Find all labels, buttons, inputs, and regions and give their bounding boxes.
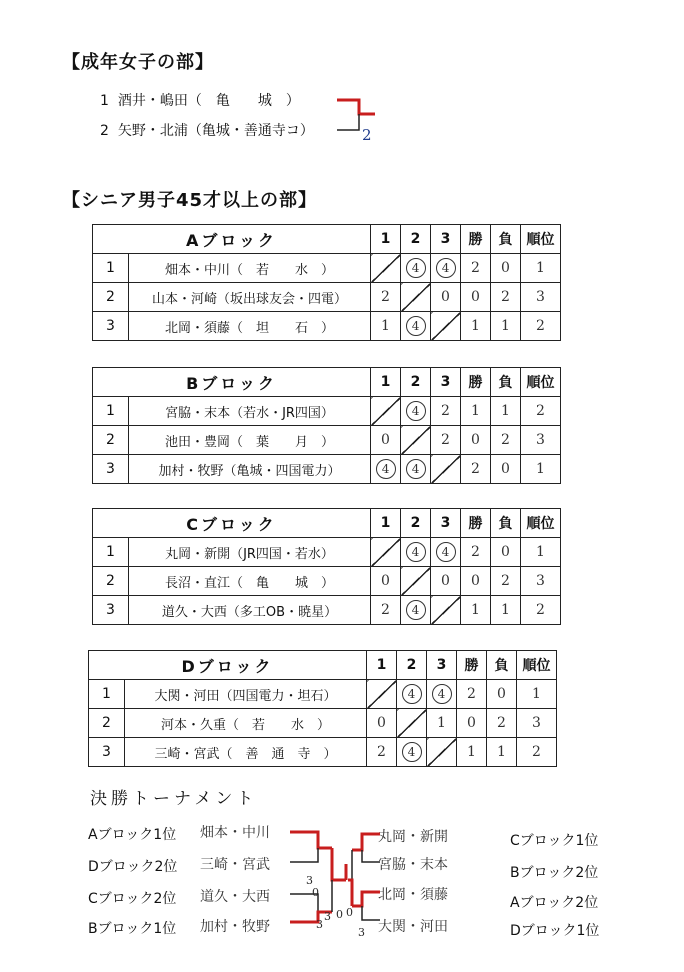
col-header: 順位 (517, 651, 557, 680)
row-number: 3 (93, 455, 129, 484)
table-row (93, 567, 561, 596)
pair-name: 丸岡・新開（JR四国・若水） (129, 538, 371, 567)
losses: 0 (491, 455, 521, 484)
losses: 2 (491, 567, 521, 596)
match-score: 0 (367, 709, 397, 738)
win-circle: 4 (406, 316, 426, 336)
col-header: 1 (371, 509, 401, 538)
table-row (89, 738, 557, 767)
tournament-right-label: Aブロック2位 (510, 895, 599, 911)
table-row (89, 680, 557, 709)
match-score: 0 (371, 567, 401, 596)
match-score: 1 (371, 312, 401, 341)
block-title: Dブロック (89, 651, 367, 680)
match-score (401, 596, 431, 625)
row-number: 1 (93, 254, 129, 283)
table-row (93, 397, 561, 426)
tournament-left-name: 道久・大西 (200, 889, 270, 905)
rank: 3 (521, 283, 561, 312)
col-header: 2 (401, 368, 431, 397)
match-score (431, 254, 461, 283)
women-entry-text: 矢野・北浦（亀城・善通寺コ） (117, 123, 314, 139)
women-heading: 【成年女子の部】 (62, 52, 214, 73)
score-mark: 3 (306, 874, 313, 887)
pair-name: 加村・牧野（亀城・四国電力） (129, 455, 371, 484)
rank: 3 (521, 567, 561, 596)
row-number: 3 (93, 596, 129, 625)
col-header: 負 (491, 225, 521, 254)
row-number: 3 (89, 738, 125, 767)
tournament-left-name: 加村・牧野 (200, 919, 270, 935)
table-row (93, 455, 561, 484)
win-circle: 4 (406, 258, 426, 278)
tournament-left-label: Aブロック1位 (88, 827, 177, 843)
self-match-cell (371, 254, 401, 283)
match-score (371, 455, 401, 484)
row-number: 1 (89, 680, 125, 709)
tournament-heading: 決勝トーナメント (90, 789, 258, 809)
match-score (401, 455, 431, 484)
col-header: 勝 (461, 368, 491, 397)
match-score: 2 (431, 426, 461, 455)
match-score (397, 680, 427, 709)
col-header: 順位 (521, 509, 561, 538)
pair-name: 道久・大西（多工OB・暁星） (129, 596, 371, 625)
col-header: 負 (487, 651, 517, 680)
tournament-right-name: 北岡・須藤 (378, 887, 448, 903)
col-header: 1 (371, 225, 401, 254)
block-b-table (92, 367, 561, 484)
losses: 1 (491, 312, 521, 341)
block-a-table (92, 224, 561, 341)
table-row (93, 312, 561, 341)
self-match-cell (427, 738, 457, 767)
row-number: 3 (93, 312, 129, 341)
match-score (397, 738, 427, 767)
col-header: 勝 (461, 509, 491, 538)
losses: 2 (487, 709, 517, 738)
col-header: 3 (431, 368, 461, 397)
col-header: 1 (367, 651, 397, 680)
win-circle: 4 (406, 459, 426, 479)
col-header: 2 (397, 651, 427, 680)
col-header: 負 (491, 509, 521, 538)
match-score (427, 680, 457, 709)
match-score (401, 312, 431, 341)
match-score: 0 (371, 426, 401, 455)
match-score: 2 (371, 283, 401, 312)
tournament-right-label: Cブロック1位 (510, 833, 599, 849)
wins: 0 (461, 283, 491, 312)
wins: 1 (461, 596, 491, 625)
tournament-left-name: 三崎・宮武 (200, 857, 270, 873)
col-header: 負 (491, 368, 521, 397)
match-score: 2 (371, 596, 401, 625)
col-header: 1 (371, 368, 401, 397)
pair-name: 池田・豊岡（ 葉 月 ） (129, 426, 371, 455)
score-mark: 0 (336, 908, 343, 921)
tournament-right-label: Dブロック1位 (510, 923, 600, 939)
tournament-left-name: 畑本・中川 (200, 825, 270, 841)
self-match-cell (397, 709, 427, 738)
women-result-mark: 2 (362, 126, 372, 144)
losses: 2 (491, 283, 521, 312)
self-match-cell (367, 680, 397, 709)
losses: 1 (491, 397, 521, 426)
col-header: 3 (431, 225, 461, 254)
win-circle: 4 (436, 542, 456, 562)
table-row (93, 426, 561, 455)
rank: 2 (521, 312, 561, 341)
table-row (93, 254, 561, 283)
col-header: 3 (431, 509, 461, 538)
row-number: 2 (89, 709, 125, 738)
losses: 0 (491, 254, 521, 283)
tournament-left-label: Cブロック2位 (88, 891, 177, 907)
row-number: 2 (93, 426, 129, 455)
win-circle: 4 (376, 459, 396, 479)
tournament-left-label: Dブロック2位 (88, 859, 178, 875)
wins: 2 (461, 538, 491, 567)
women-entry-text: 酒井・嶋田（ 亀 城 ） (117, 93, 300, 109)
col-header: 順位 (521, 225, 561, 254)
pair-name: 河本・久重（ 若 水 ） (125, 709, 367, 738)
table-row (89, 709, 557, 738)
block-title: Cブロック (93, 509, 371, 538)
pair-name: 北岡・須藤（ 坦 石 ） (129, 312, 371, 341)
self-match-cell (401, 426, 431, 455)
win-circle: 4 (402, 742, 422, 762)
women-entry-num: 1 (100, 93, 109, 109)
wins: 0 (461, 567, 491, 596)
col-header: 勝 (457, 651, 487, 680)
rank: 2 (517, 738, 557, 767)
senior-heading: 【シニア男子45才以上の部】 (62, 190, 318, 211)
col-header: 順位 (521, 368, 561, 397)
rank: 2 (521, 596, 561, 625)
rank: 1 (521, 254, 561, 283)
win-circle: 4 (436, 258, 456, 278)
tournament-left-label: Bブロック1位 (88, 921, 177, 937)
win-circle: 4 (406, 401, 426, 421)
row-number: 2 (93, 567, 129, 596)
wins: 1 (457, 738, 487, 767)
women-entry-1 (100, 90, 300, 110)
wins: 2 (461, 455, 491, 484)
losses: 1 (491, 596, 521, 625)
wins: 0 (457, 709, 487, 738)
women-entry-num: 2 (100, 123, 109, 139)
score-mark: 3 (324, 910, 331, 923)
block-c-table (92, 508, 561, 625)
pair-name: 三崎・宮武（ 善 通 寺 ） (125, 738, 367, 767)
row-number: 1 (93, 397, 129, 426)
wins: 2 (461, 254, 491, 283)
self-match-cell (431, 596, 461, 625)
self-match-cell (401, 567, 431, 596)
self-match-cell (401, 283, 431, 312)
score-mark: 0 (312, 886, 319, 899)
self-match-cell (431, 455, 461, 484)
table-row (93, 596, 561, 625)
self-match-cell (371, 538, 401, 567)
match-score (401, 254, 431, 283)
col-header: 勝 (461, 225, 491, 254)
rank: 3 (521, 426, 561, 455)
match-score: 2 (431, 397, 461, 426)
pair-name: 長沼・直江（ 亀 城 ） (129, 567, 371, 596)
tournament-right-label: Bブロック2位 (510, 865, 599, 881)
wins: 1 (461, 312, 491, 341)
rank: 1 (521, 538, 561, 567)
match-score: 0 (431, 567, 461, 596)
win-circle: 4 (402, 684, 422, 704)
tournament-right-name: 宮脇・末本 (378, 857, 448, 873)
table-row (93, 283, 561, 312)
losses: 2 (491, 426, 521, 455)
pair-name: 大関・河田（四国電力・坦石） (125, 680, 367, 709)
self-match-cell (431, 312, 461, 341)
score-mark: 3 (358, 926, 365, 939)
tournament-right-name: 丸岡・新開 (378, 829, 448, 845)
col-header: 3 (427, 651, 457, 680)
rank: 3 (517, 709, 557, 738)
row-number: 2 (93, 283, 129, 312)
pair-name: 畑本・中川（ 若 水 ） (129, 254, 371, 283)
win-circle: 4 (432, 684, 452, 704)
tournament-right-name: 大関・河田 (378, 919, 448, 935)
match-score: 1 (427, 709, 457, 738)
match-score: 2 (367, 738, 397, 767)
score-mark: 0 (346, 906, 353, 919)
rank: 1 (521, 455, 561, 484)
block-title: Aブロック (93, 225, 371, 254)
block-title: Bブロック (93, 368, 371, 397)
pair-name: 宮脇・末本（若水・JR四国） (129, 397, 371, 426)
wins: 2 (457, 680, 487, 709)
win-circle: 4 (406, 542, 426, 562)
self-match-cell (371, 397, 401, 426)
losses: 0 (487, 680, 517, 709)
losses: 1 (487, 738, 517, 767)
col-header: 2 (401, 225, 431, 254)
women-entry-2 (100, 120, 314, 140)
losses: 0 (491, 538, 521, 567)
match-score: 0 (431, 283, 461, 312)
rank: 1 (517, 680, 557, 709)
rank: 2 (521, 397, 561, 426)
match-score (401, 538, 431, 567)
wins: 1 (461, 397, 491, 426)
col-header: 2 (401, 509, 431, 538)
row-number: 1 (93, 538, 129, 567)
block-d-table (88, 650, 557, 767)
match-score (431, 538, 461, 567)
match-score (401, 397, 431, 426)
wins: 0 (461, 426, 491, 455)
table-row (93, 538, 561, 567)
win-circle: 4 (406, 600, 426, 620)
score-mark: 3 (316, 918, 323, 931)
pair-name: 山本・河崎（坂出球友会・四電） (129, 283, 371, 312)
